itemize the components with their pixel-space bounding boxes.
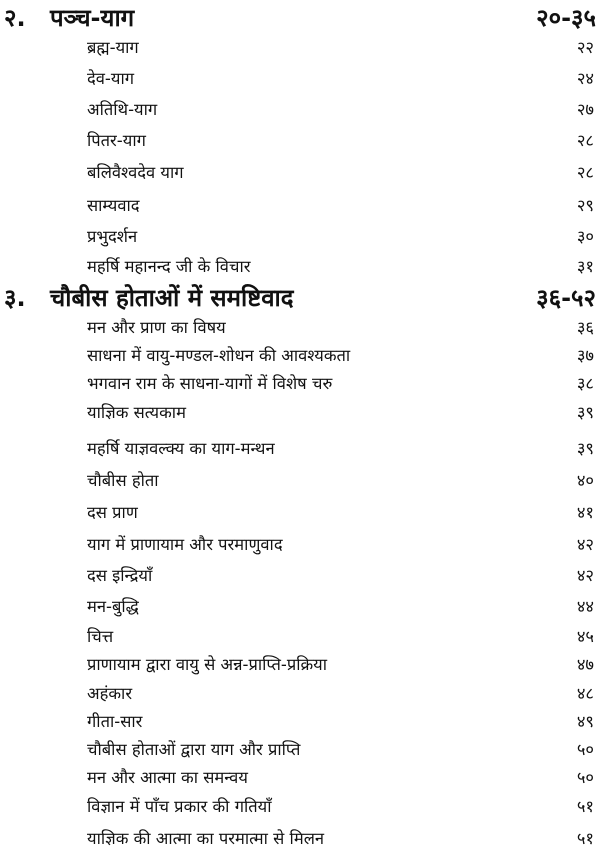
toc-entry — [0, 624, 600, 650]
entry-page-number: २८ — [576, 163, 594, 182]
toc-entry — [0, 765, 600, 791]
toc-entry — [0, 737, 600, 763]
chapter-page-range: २०-३५ — [536, 4, 596, 32]
entry-page-number: २४ — [576, 69, 594, 88]
entry-title: याग में प्राणायाम और परमाणुवाद — [87, 535, 283, 554]
entry-page-number: ३० — [576, 227, 594, 246]
entry-title: साधना में वायु-मण्डल-शोधन की आवश्यकता — [87, 346, 351, 365]
chapter-title: चौबीस होताओं में समष्टिवाद — [50, 284, 294, 312]
entry-title: भगवान राम के साधना-यागों में विशेष चरु — [87, 374, 333, 393]
entry-page-number: ४४ — [576, 597, 594, 616]
entry-page-number: ३१ — [576, 257, 594, 276]
toc-entry — [0, 128, 600, 154]
entry-title: प्रभुदर्शन — [87, 227, 138, 246]
toc-entry — [0, 35, 600, 61]
toc-entry — [0, 468, 600, 494]
entry-page-number: २८ — [576, 131, 594, 150]
entry-title: पितर-याग — [87, 131, 146, 150]
entry-title: गीता-सार — [87, 712, 143, 731]
entry-title: अतिथि-याग — [87, 100, 158, 119]
entry-title: मन-बुद्धि — [87, 597, 139, 616]
entry-title: महर्षि याज्ञवल्क्य का याग-मन्थन — [87, 439, 275, 458]
entry-page-number: २२ — [576, 38, 594, 57]
entry-title: महर्षि महानन्द जी के विचार — [87, 257, 251, 276]
chapter-heading — [0, 3, 600, 33]
entry-title: मन और आत्मा का समन्वय — [87, 768, 248, 787]
toc-entry — [0, 563, 600, 589]
entry-page-number: ५१ — [576, 797, 594, 816]
entry-title: याज्ञिक की आत्मा का परमात्मा से मिलन — [87, 829, 325, 848]
toc-entry — [0, 160, 600, 186]
chapter-heading — [0, 283, 600, 313]
entry-page-number: ३६ — [576, 318, 594, 337]
toc-entry — [0, 794, 600, 820]
toc-entry — [0, 254, 600, 280]
entry-page-number: २९ — [576, 196, 594, 215]
toc-entry — [0, 97, 600, 123]
entry-page-number: ५१ — [576, 829, 594, 848]
toc-entry — [0, 826, 600, 852]
entry-page-number: ३८ — [576, 374, 594, 393]
chapter-page-range: ३६-५२ — [536, 284, 596, 312]
chapter-number: २. — [4, 4, 26, 32]
entry-page-number: ३७ — [576, 346, 594, 365]
entry-title: बलिवैश्वदेव याग — [87, 163, 184, 182]
toc-entry — [0, 709, 600, 735]
entry-page-number: ५० — [576, 768, 594, 787]
toc-entry — [0, 371, 600, 397]
entry-page-number: ४१ — [576, 503, 594, 522]
entry-title: मन और प्राण का विषय — [87, 318, 226, 337]
toc-entry — [0, 500, 600, 526]
entry-title: दस इन्द्रियाँ — [87, 566, 153, 585]
entry-title: विज्ञान में पाँच प्रकार की गतियाँ — [87, 797, 272, 816]
entry-title: चित्त — [87, 627, 114, 646]
entry-title: अहंकार — [87, 684, 133, 703]
entry-page-number: ४७ — [576, 655, 594, 674]
toc-entry — [0, 343, 600, 369]
entry-title: चौबीस होता — [87, 471, 159, 490]
chapter-title: पञ्च-याग — [50, 4, 135, 32]
entry-title: देव-याग — [87, 69, 135, 88]
entry-title: साम्यवाद — [87, 196, 140, 215]
toc-entry — [0, 532, 600, 558]
toc-entry — [0, 193, 600, 219]
toc-entry — [0, 594, 600, 620]
entry-page-number: ३९ — [576, 403, 594, 422]
chapter-number: ३. — [4, 284, 26, 312]
entry-page-number: २७ — [576, 100, 594, 119]
entry-page-number: ४९ — [576, 712, 594, 731]
entry-page-number: ५० — [576, 740, 594, 759]
toc-entry — [0, 652, 600, 678]
entry-title: दस प्राण — [87, 503, 138, 522]
entry-page-number: ४८ — [576, 684, 594, 703]
entry-title: याज्ञिक सत्यकाम — [87, 403, 186, 422]
entry-title: ब्रह्म-याग — [87, 38, 139, 57]
entry-page-number: ३९ — [576, 439, 594, 458]
toc-entry — [0, 681, 600, 707]
toc-entry — [0, 436, 600, 462]
toc-entry — [0, 66, 600, 92]
toc-entry — [0, 224, 600, 250]
toc-entry — [0, 400, 600, 426]
entry-title: चौबीस होताओं द्वारा याग और प्राप्ति — [87, 740, 301, 759]
entry-page-number: ४५ — [576, 627, 594, 646]
entry-page-number: ४० — [576, 471, 594, 490]
entry-page-number: ४२ — [576, 566, 594, 585]
entry-title: प्राणायाम द्वारा वायु से अन्न-प्राप्ति-प्रक्रिया — [87, 655, 328, 674]
entry-page-number: ४२ — [576, 535, 594, 554]
toc-entry — [0, 315, 600, 341]
